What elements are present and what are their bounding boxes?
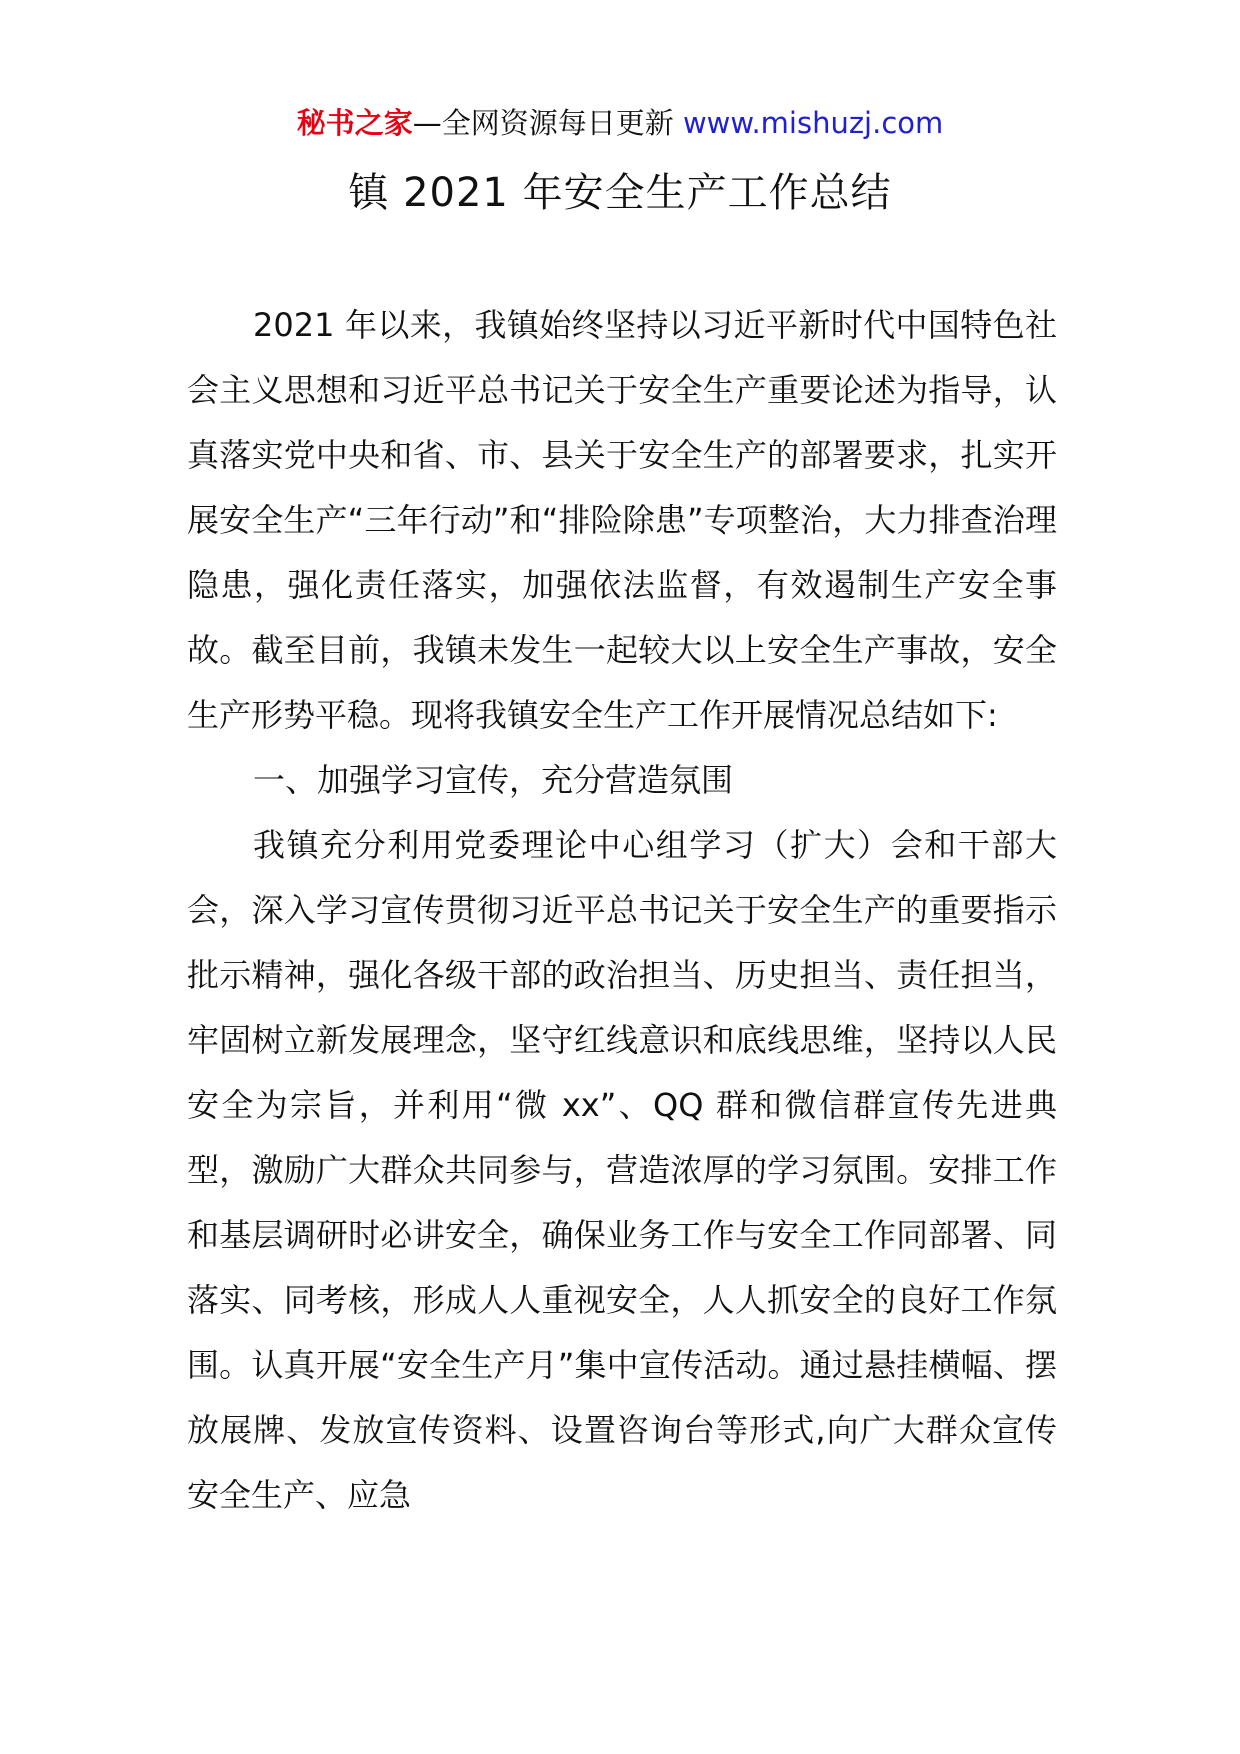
site-brand: 秘书之家 bbox=[296, 106, 413, 140]
document-title: 镇 2021 年安全生产工作总结 bbox=[348, 170, 892, 216]
section-paragraph: 我镇充分利用党委理论中心组学习（扩大）会和干部大会，深入学习宣传贯彻习近平总书记关于安全生产的重要指示批示精神，强化各级干部的政治担当、历史担当、责任担当，牢固树立新发展理念，坚守红线意识和底线思维，坚持以人民安全为宗旨，并利用“微 xx”、QQ 群和微信群宣传先进典型，激励广大群众共同参与，营造浓厚的学习氛围。安排工作和基层调研时必讲安全，确保业务工作与安全工作同部署、同落实、同考核，形成人人重视安全，人人抓安全的良好工作氛围。认真开展“安全生产月”集中宣传活动。通过悬挂横幅、摆放展牌、发放宣传资料、设置咨询台等形式,向广大群众宣传安全生产、应急 bbox=[187, 826, 1057, 1514]
intro-paragraph: 2021 年以来，我镇始终坚持以习近平新时代中国特色社会主义思想和习近平总书记关于安全生产重要论述为指导，认真落实党中央和省、市、县关于安全生产的部署要求，扎实开展安全生产“三年行动”和“排险除患”专项整治，大力排查治理隐患，强化责任落实，加强依法监督，有效遏制生产安全事故。截至目前，我镇未发生一起较大以上安全生产事故，安全生产形势平稳。现将我镇安全生产工作开展情况总结如下: bbox=[187, 306, 1057, 734]
document-body bbox=[187, 293, 1057, 1528]
section-heading: 一、加强学习宣传，充分营造氛围 bbox=[253, 761, 734, 799]
site-header bbox=[0, 100, 1240, 146]
site-tagline: —全网资源每日更新 bbox=[412, 106, 674, 140]
site-url-link[interactable]: www.mishuzj.com bbox=[682, 106, 944, 140]
